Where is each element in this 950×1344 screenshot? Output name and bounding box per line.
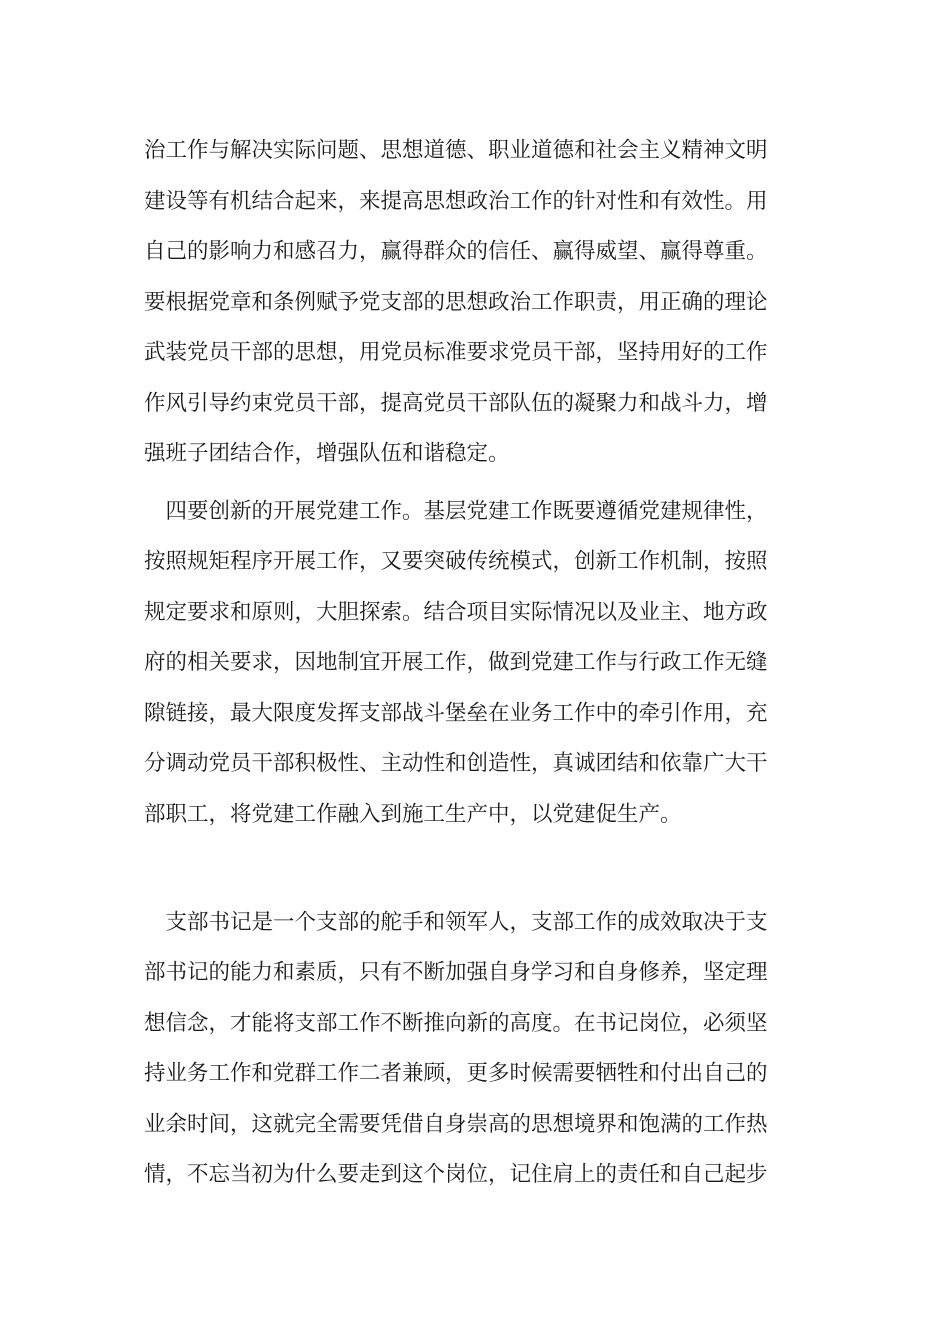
text-line: 情，不忘当初为什么要走到这个岗位，记住肩上的责任和自己起步 [144,1162,768,1187]
text-line: 持业务工作和党群工作二者兼顾，更多时候需要牺牲和付出自己的 [144,1061,768,1086]
paragraph-1 [144,126,806,480]
paragraph-gap [144,891,806,898]
text-line: 规定要求和原则，大胆探索。结合项目实际情况以及业主、地方政 [144,599,768,625]
body-text [144,126,806,1201]
text-line: 武装党员干部的思想，用党员标准要求党员干部，坚持用好的工作 [144,340,768,365]
paragraph-3 [144,898,806,1201]
text-line: 自己的影响力和感召力，赢得群众的信任、赢得威望、赢得尊重。 [144,239,768,264]
text-line: 强班子团结合作，增强队伍和谐稳定。 [144,441,510,466]
text-line: 业余时间，这就完全需要凭借自身崇高的思想境界和饱满的工作热 [144,1111,768,1137]
paragraph-gap [144,480,806,487]
text-line: 想信念，才能将支部工作不断推向新的高度。在书记岗位，必须坚 [144,1010,768,1036]
text-line: 部书记的能力和素质，只有不断加强自身学习和自身修养，坚定理 [144,960,768,985]
text-line: 按照规矩程序开展工作，又要突破传统模式，创新工作机制，按照 [144,549,768,574]
text-line: 府的相关要求，因地制宜开展工作，做到党建工作与行政工作无缝 [144,650,768,675]
text-line [144,840,806,891]
text-line: 隙链接，最大限度发挥支部战斗堡垒在业务工作中的牵引作用，充 [144,700,768,726]
text-line: 部职工，将党建工作融入到施工生产中，以党建促生产。 [144,801,682,827]
text-line: 分调动党员干部积极性、主动性和创造性，真诚团结和依靠广大干 [144,751,768,776]
text-line: 治工作与解决实际问题、思想道德、职业道德和社会主义精神文明 [144,138,768,163]
text-line: 建设等有机结合起来，来提高思想政治工作的针对性和有效性。用 [144,188,768,214]
text-line: 四要创新的开展党建工作。基层党建工作既要遵循党建规律性， [144,498,768,524]
text-line: 要根据党章和条例赋予党支部的思想政治工作职责，用正确的理论 [144,289,768,315]
paragraph-2 [144,487,806,891]
text-line: 作风引导约束党员干部，提高党员干部队伍的凝聚力和战斗力，增 [144,390,768,416]
text-line: 支部书记是一个支部的舵手和领军人，支部工作的成效取决于支 [144,909,768,935]
